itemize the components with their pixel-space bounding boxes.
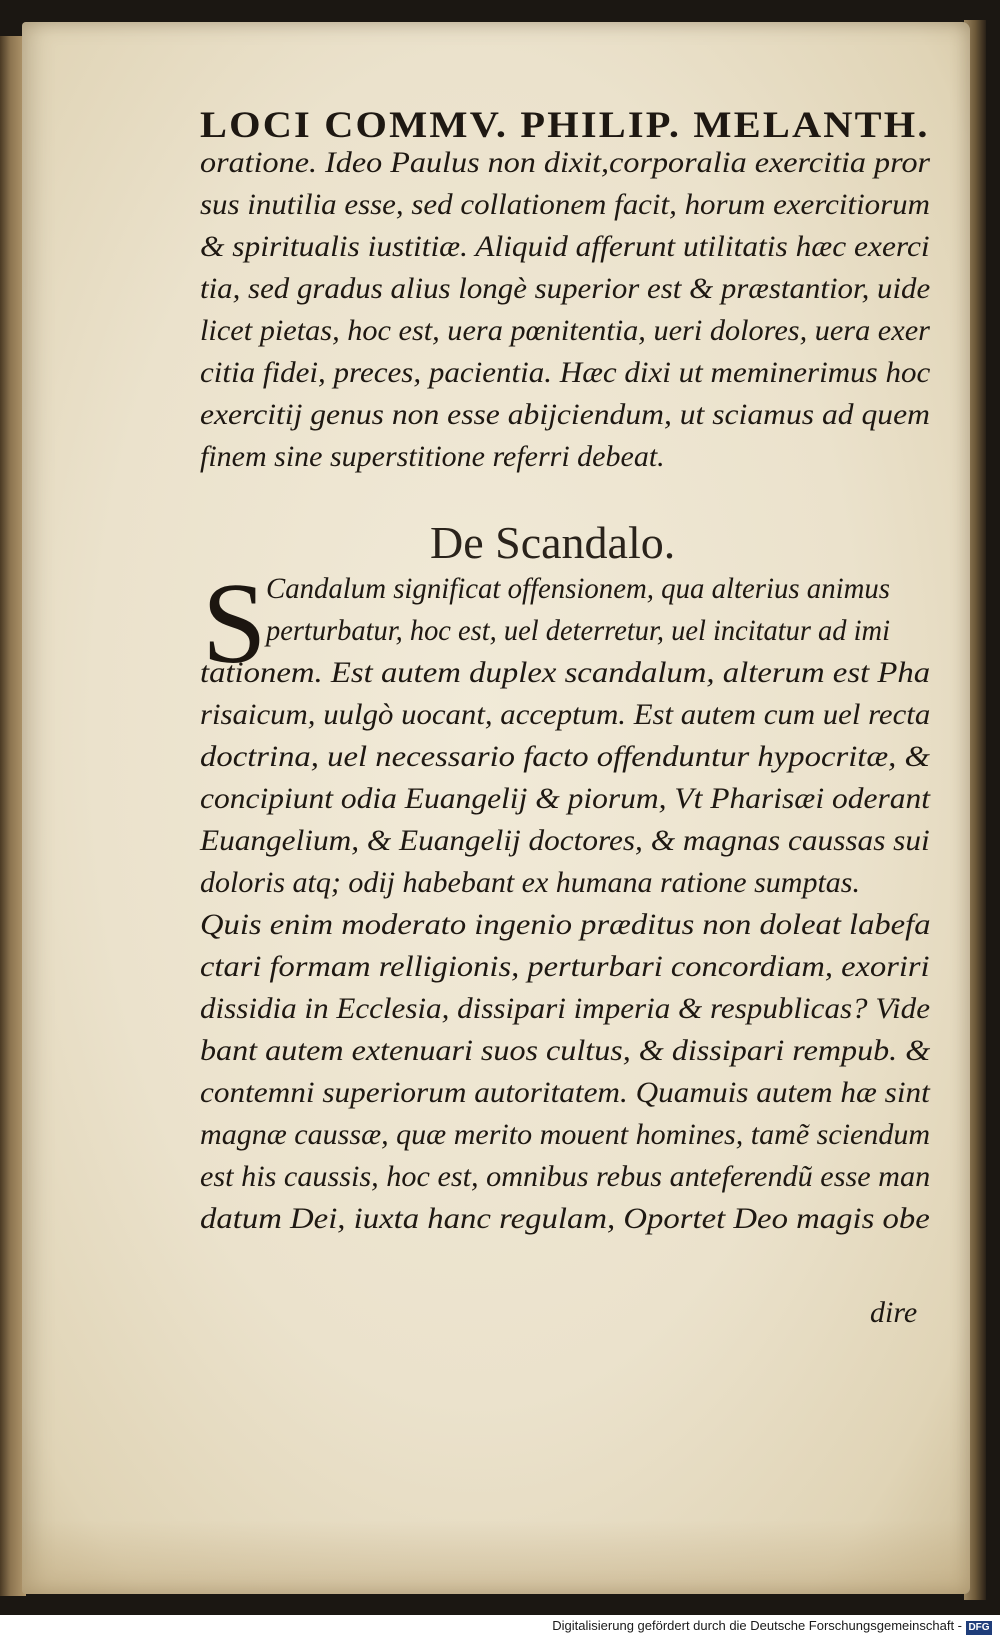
section-title: De Scandalo.: [430, 517, 676, 568]
text-line: tationem. Est autem duplex scandalum, alterum est Pha: [200, 656, 931, 689]
text-line: bant autem extenuari suos cultus, & dissipari rempub. &: [200, 1034, 931, 1067]
text-line: doloris atq; odij habebant ex humana ratione sumptas.: [200, 866, 860, 899]
running-header: LOCI COMMV. PHILIP. MELANTH.: [200, 105, 930, 146]
page-shading: [22, 1520, 970, 1594]
text-line: exercitij genus non esse abijciendum, ut sciamus ad quem: [200, 398, 930, 431]
text-line: dissidia in Ecclesia, dissipari imperia & respublicas? Vide: [200, 992, 930, 1025]
text-line: concipiunt odia Euangelij & piorum, Vt Pharisæi oderant: [200, 782, 930, 815]
drop-cap: S: [202, 560, 267, 688]
text-line: Euangelium, & Euangelij doctores, & magnas caussas sui: [200, 824, 930, 857]
text-line: ctari formam relligionis, perturbari concordiam, exoriri: [200, 950, 930, 983]
text-line: contemni superiorum autoritatem. Quamuis autem hæ sint: [200, 1076, 930, 1109]
text-line: Quis enim moderato ingenio præditus non doleat labefa: [200, 908, 931, 941]
text-line: perturbatur, hoc est, uel deterretur, uel incitatur ad imi: [266, 614, 890, 647]
text-line: licet pietas, hoc est, uera pœnitentia, ueri dolores, uera exer: [200, 314, 930, 347]
funding-credit: Digitalisierung gefördert durch die Deutsche Forschungsgemeinschaft -: [552, 1618, 962, 1633]
text-line: sus inutilia esse, sed collationem facit, horum exercitiorum: [200, 188, 930, 221]
dfg-logo: DFG: [966, 1621, 992, 1635]
text-line: & spiritualis iustitiæ. Aliquid afferunt utilitatis hæc exerci: [200, 230, 930, 263]
text-line: citia fidei, preces, pacientia. Hæc dixi ut meminerimus hoc: [200, 356, 931, 389]
text-line: tia, sed gradus alius longè superior est & præstantior, uide: [200, 272, 931, 305]
text-line: doctrina, uel necessario facto offenduntur hypocritæ, &: [200, 740, 930, 773]
text-line: finem sine superstitione referri debeat.: [200, 440, 665, 473]
text-line: risaicum, uulgò uocant, acceptum. Est autem cum uel recta: [200, 698, 931, 731]
text-line: est his caussis, hoc est, omnibus rebus anteferendũ esse man: [200, 1160, 931, 1193]
text-line: oratione. Ideo Paulus non dixit,corporalia exercitia pror: [200, 146, 931, 179]
text-line: datum Dei, iuxta hanc regulam, Oportet Deo magis obe: [200, 1202, 930, 1235]
text-line: magnæ caussæ, quæ merito mouent homines, tamẽ sciendum: [200, 1118, 931, 1151]
catchword: dire: [870, 1296, 918, 1329]
text-line: Candalum significat offensionem, qua alterius animus: [266, 572, 890, 605]
